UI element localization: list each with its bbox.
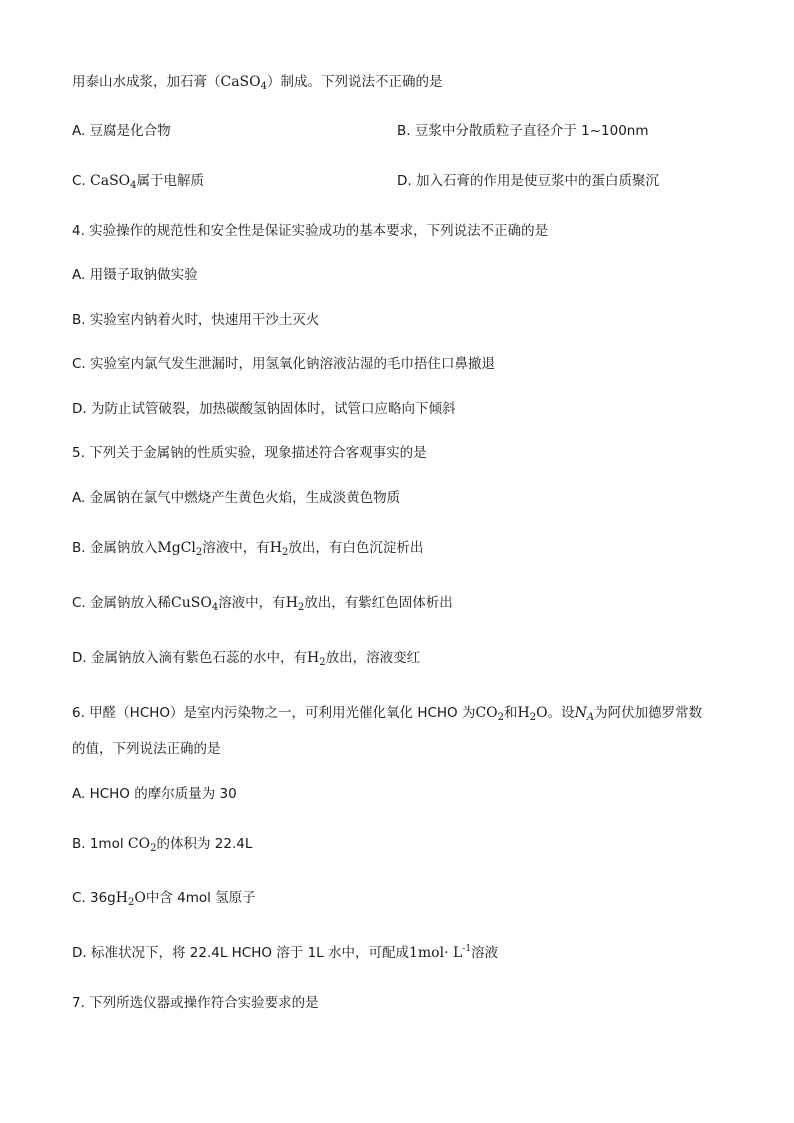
concentration-unit: $1mol\cdot L^{-1}$ bbox=[408, 944, 472, 961]
q5-option-d: D. 金属钠放入滴有紫色石蕊的水中，有$H_2$放出，溶液变红 bbox=[72, 650, 421, 668]
h2-formula: $H_2$ bbox=[285, 595, 305, 613]
avogadro-symbol: $N_A$ bbox=[574, 705, 595, 723]
q4-stem: 4. 实验操作的规范性和安全性是保证实验成功的基本要求，下列说法不正确的是 bbox=[72, 223, 549, 239]
q6-stem: 6. 甲醛（HCHO）是室内污染物之一，可利用光催化氧化 HCHO 为$CO_2$和$H_2O$。设$N_A$为阿伏加德罗常数 bbox=[72, 705, 703, 723]
q4-option-b: B. 实验室内钠着火时，快速用干沙土灭火 bbox=[72, 312, 320, 328]
q6-option-a: A. HCHO 的摩尔质量为 30 bbox=[72, 786, 237, 802]
q6-option-c: C. $36gH_2O$中含 4mol 氢原子 bbox=[72, 890, 256, 908]
cuso4-formula: CuSO$_4$ bbox=[171, 595, 219, 613]
q3-option-a: A. 豆腐是化合物 bbox=[72, 123, 171, 139]
q4-option-a: A. 用镊子取钠做实验 bbox=[72, 267, 198, 283]
q5-option-b: B. 金属钠放入MgCl$_2$溶液中，有$H_2$放出，有白色沉淀析出 bbox=[72, 540, 424, 558]
caso4-formula: CaSO$_4$ bbox=[220, 74, 268, 92]
caso4-formula: CaSO$_4$ bbox=[90, 173, 137, 191]
q5-option-a: A. 金属钠在氯气中燃烧产生黄色火焰，生成淡黄色物质 bbox=[72, 490, 401, 506]
q6-option-d: D. 标准状况下，将 22.4L HCHO 溶于 1L 水中，可配成$1mol\cdot L^{-1}$溶液 bbox=[72, 944, 499, 961]
q4-option-d: D. 为防止试管破裂，加热碳酸氢钠固体时，试管口应略向下倾斜 bbox=[72, 401, 456, 417]
q6-stem-line2: 的值，下列说法正确的是 bbox=[72, 741, 221, 757]
h2-formula: $H_2$ bbox=[306, 650, 326, 668]
co2-formula: $CO_2$ bbox=[475, 705, 505, 723]
h2o-formula: $H_2O$ bbox=[517, 705, 548, 723]
q3-stem: 用泰山水成浆，加石膏（CaSO$_4$）制成。下列说法不正确的是 bbox=[72, 74, 443, 92]
h2o-formula: $H_2O$ bbox=[115, 890, 146, 908]
q3-option-b: B. 豆浆中分散质粒子直径介于 1~100nm bbox=[397, 123, 649, 139]
q5-option-c: C. 金属钠放入稀CuSO$_4$溶液中，有$H_2$放出，有紫红色固体析出 bbox=[72, 595, 453, 613]
q3-option-d: D. 加入石膏的作用是使豆浆中的蛋白质聚沉 bbox=[397, 173, 659, 189]
co2-formula: $CO_2$ bbox=[127, 836, 157, 854]
mgcl2-formula: MgCl$_2$ bbox=[157, 540, 203, 558]
q5-stem: 5. 下列关于金属钠的性质实验，现象描述符合客观事实的是 bbox=[72, 445, 427, 461]
q7-stem: 7. 下列所选仪器或操作符合实验要求的是 bbox=[72, 995, 319, 1011]
q6-option-b: B. 1mol $CO_2$的体积为 22.4L bbox=[72, 836, 253, 854]
h2-formula: $H_2$ bbox=[269, 540, 289, 558]
q4-option-c: C. 实验室内氯气发生泄漏时，用氢氧化钠溶液沾湿的毛巾捂住口鼻撤退 bbox=[72, 356, 496, 372]
q3-option-c: C. CaSO$_4$属于电解质 bbox=[72, 173, 205, 191]
